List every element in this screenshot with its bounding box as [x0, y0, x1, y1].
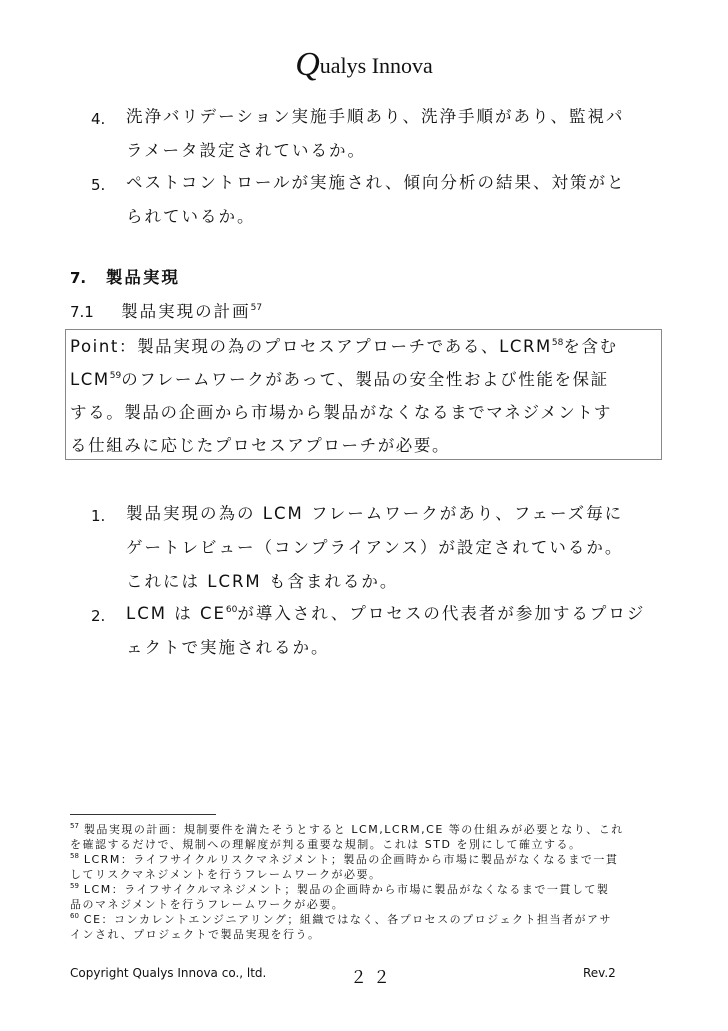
footnote-57 — [70, 823, 624, 836]
page-number: ２２ — [350, 968, 396, 987]
footnote-text: 品のマネジメントを行うフレームワークが必要。 — [70, 898, 345, 911]
list-item-line: ペストコントロールが実施され、傾向分析の結果、対策がと — [126, 173, 626, 192]
revision: Rev.2 — [583, 966, 616, 980]
logo-initial: Q — [295, 46, 320, 83]
footnote-text: CE：コンカレントエンジニアリング；組織ではなく、各プロセスのプロジェクト担当者がアサ — [83, 913, 612, 926]
point-line: する。製品の企画から市場から製品がなくなるまでマネジメントす — [70, 403, 613, 422]
footnote-text: を確認するだけで、規制への理解度が判る重要な規制。これは STD を別にして確立する。 — [70, 838, 582, 851]
list-item-number: 5. — [91, 176, 106, 194]
footnote-59 — [70, 883, 609, 896]
point-text: を含む — [563, 337, 618, 356]
subsection-number: 7.1 — [70, 303, 94, 321]
list-item-line: 洗浄バリデーション実施手順あり、洗浄手順があり、監視パ — [126, 107, 625, 126]
footnote-ref[interactable]: 58 — [551, 338, 564, 348]
footnote-60 — [70, 913, 612, 926]
list-item-text: LCM は CE — [126, 604, 226, 623]
list-item-number: 1. — [91, 507, 106, 525]
footnote-text: 製品実現の計画：規制要件を満たそうとすると LCM,LCRM,CE 等の仕組みが必要となり、これ — [83, 823, 624, 836]
point-line — [70, 337, 618, 357]
footnote-separator — [70, 814, 216, 815]
point-text: のフレームワークがあって、製品の安全性および性能を保証 — [121, 370, 609, 389]
logo-text: ualys Innova — [319, 53, 433, 78]
footnote-ref[interactable]: 59 — [109, 371, 122, 381]
subsection-heading — [70, 302, 262, 322]
list-item-text: が導入され、プロセスの代表者が参加するプロジ — [237, 604, 646, 623]
list-item-line: ゲートレビュー（コンプライアンス）が設定されているか。 — [126, 538, 624, 557]
footnote-ref[interactable]: 60 — [225, 605, 238, 615]
point-text: Point：製品実現の為のプロセスアプローチである、LCRM — [70, 337, 552, 356]
section-title: 製品実現 — [105, 268, 180, 287]
point-line: る仕組みに応じたプロセスアプローチが必要。 — [70, 436, 451, 455]
footnote-text: LCM：ライフサイクルマネジメント；製品の企画時から市場に製品がなくなるまで一貫して製 — [83, 883, 610, 896]
footnote-ref[interactable]: 57 — [250, 303, 263, 313]
section-heading — [70, 268, 180, 288]
list-item-line: ラメータ設定されているか。 — [126, 141, 367, 160]
point-line — [70, 370, 609, 390]
list-item-line: ェクトで実施されるか。 — [126, 638, 330, 657]
list-item-line: 製品実現の為の LCM フレームワークがあり、フェーズ毎に — [126, 504, 624, 523]
footnote-number: 58 — [70, 852, 79, 860]
footnote-number: 57 — [70, 822, 79, 830]
footnote-number: 60 — [70, 912, 79, 920]
subsection-title: 製品実現の計画 — [121, 302, 251, 321]
header-logo — [0, 48, 728, 82]
footnote-number: 59 — [70, 882, 79, 890]
footnote-58 — [70, 853, 618, 866]
point-text: LCM — [70, 370, 110, 389]
footnote-text: してリスクマネジメントを行うフレームワークが必要。 — [70, 868, 382, 881]
list-item-number: 4. — [91, 110, 106, 128]
list-item-line: られているか。 — [126, 207, 256, 226]
list-item-number: 2. — [91, 607, 106, 625]
list-item-line: これには LCRM も含まれるか。 — [126, 572, 399, 591]
footnote-text: LCRM：ライフサイクルリスクマネジメント；製品の企画時から市場に製品がなくなるまで一貫 — [83, 853, 619, 866]
copyright: Copyright Qualys Innova co., ltd. — [70, 966, 267, 980]
footnote-text: インされ、プロジェクトで製品実現を行う。 — [70, 928, 321, 941]
list-item-line — [126, 604, 645, 624]
section-number: 7. — [70, 269, 87, 287]
